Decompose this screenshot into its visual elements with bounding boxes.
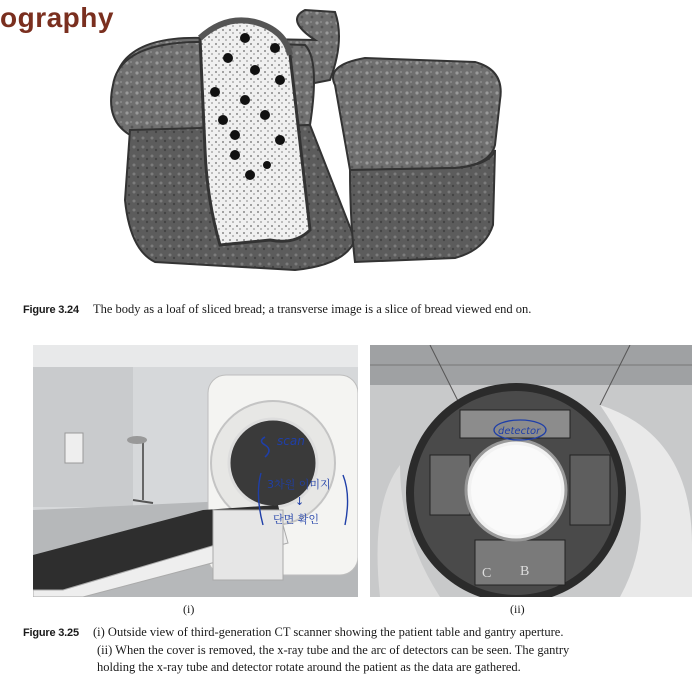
annotation-korean-line1: 3차원 이미지 (267, 478, 331, 491)
sub-label-i: (i) (183, 602, 195, 616)
caption-line-3: holding the x-ray tube and detector rotate around the patient as the data are gathered. (97, 660, 521, 674)
figure-label: Figure 3.24 (23, 304, 79, 316)
component-letter-c: C (482, 566, 492, 581)
component-letter-b: B (520, 564, 530, 579)
caption-line-2: (ii) When the cover is removed, the x-ray tube and the arc of detectors can be seen. The gantry (97, 643, 570, 657)
chapter-heading-fragment: ography (0, 2, 114, 33)
figure-3-24-caption (23, 301, 531, 319)
sub-label-ii: (ii) (510, 602, 525, 616)
bread-loaf-illustration (95, 0, 535, 280)
caption-text: The body as a loaf of sliced bread; a transverse image is a slice of bread viewed end on. (93, 302, 532, 316)
figure-label: Figure 3.25 (23, 627, 79, 639)
ct-scanner-interior-photo (370, 345, 692, 597)
annotation-detector: detector (498, 426, 541, 437)
annotation-scan: scan (277, 434, 305, 448)
figure-3-25-caption (23, 624, 688, 676)
annotation-arrow: ↓ (295, 495, 305, 508)
caption-line-1: (i) Outside view of third-generation CT scanner showing the patient table and gantry aperture. (93, 625, 564, 639)
annotation-korean-line2: 단면 확인 (273, 513, 320, 526)
ct-scanner-exterior-photo (33, 345, 358, 597)
